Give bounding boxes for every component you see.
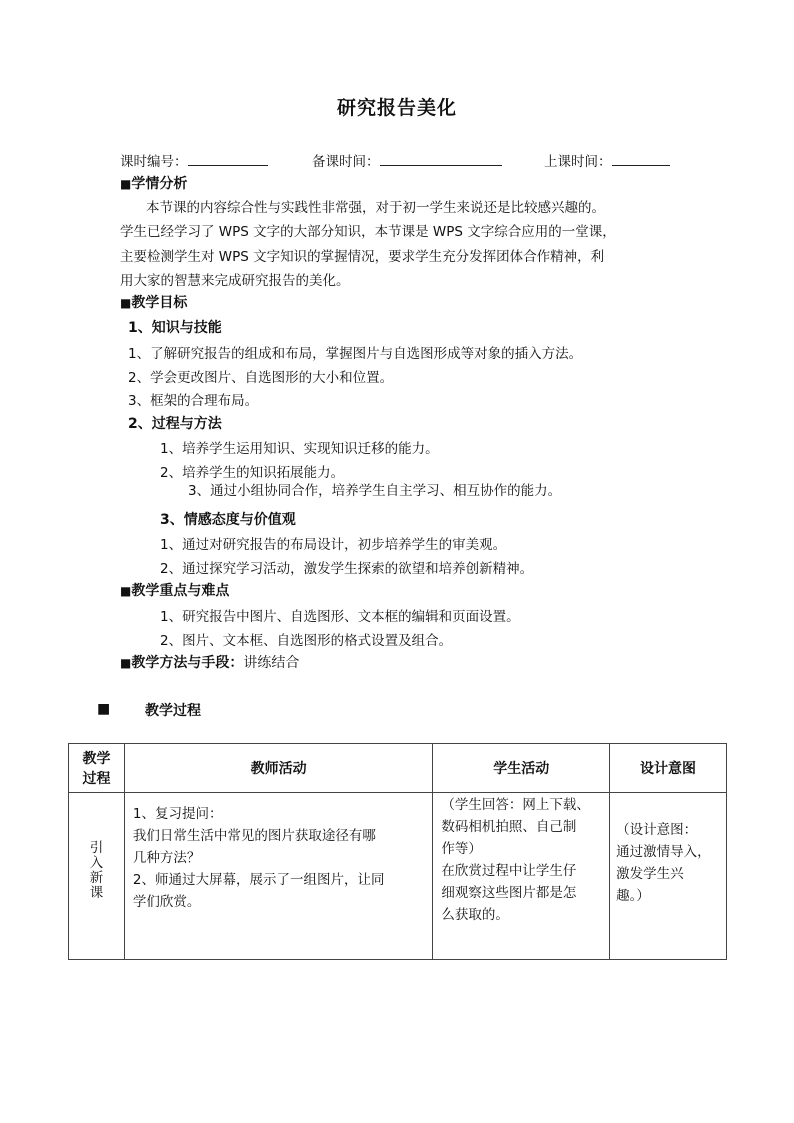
subheading-process: 2、过程与方法 (128, 416, 222, 432)
class-time-blank (612, 151, 670, 166)
section-key-points (120, 580, 229, 600)
cell-line: 数码相机拍照、自己制 (441, 819, 577, 835)
objective-item: 1、培养学生运用知识、实现知识迁移的能力。 (160, 441, 439, 457)
section-heading: 教学重点与难点 (131, 583, 230, 599)
stage-label: 引入新课 (89, 840, 104, 901)
lesson-number-field (120, 150, 268, 170)
stage-cell (69, 793, 125, 960)
prep-time-label: 备课时间： (312, 154, 380, 170)
cell-line: 在欣赏过程中让学生仔 (441, 863, 577, 879)
document-title: 研究报告美化 (336, 97, 457, 119)
section-process-heading: 教学过程 (145, 703, 201, 719)
cell-line: 作等） (441, 841, 482, 857)
methods-value: 讲练结合 (243, 655, 300, 671)
paragraph-line: 学生已经学习了 WPS 文字的大部分知识，本节课是 WPS 文字综合应用的一堂课， (120, 224, 616, 241)
cell-line: （设计意图： (616, 822, 698, 838)
key-point-item: 1、研究报告中图片、自选图形、文本框的编辑和页面设置。 (160, 609, 520, 625)
section-student-analysis (120, 173, 187, 193)
section-heading: 教学目标 (131, 295, 188, 311)
paragraph-line: 主要检测学生对 WPS 文字知识的掌握情况，要求学生充分发挥团体合作精神，利 (120, 248, 605, 265)
teacher-activity-cell (124, 793, 432, 960)
subheading-emotion: 3、情感态度与价值观 (160, 512, 296, 528)
cell-line: 1、复习提问： (132, 806, 223, 822)
prep-time-blank (380, 151, 502, 166)
cell-line: 趣。） (616, 888, 650, 904)
header-intent: 设计意图 (610, 744, 727, 793)
objective-item: 3、框架的合理布局。 (128, 393, 259, 409)
section-heading: 教学方法与手段： (131, 655, 244, 671)
objective-item: 2、学会更改图片、自选图形的大小和位置。 (128, 370, 394, 386)
student-analysis-paragraph (120, 196, 680, 294)
section-marker: ■ (120, 584, 132, 598)
section-marker: ■ (120, 177, 132, 191)
objective-item: 1、了解研究报告的组成和布局，掌握图片与自选图形成等对象的插入方法。 (128, 346, 583, 362)
paragraph-line: 用大家的智慧来完成研究报告的美化。 (120, 273, 350, 290)
section-marker: ■ (120, 296, 132, 310)
cell-line: 激发学生兴 (616, 866, 684, 882)
cell-line: 细观察这些图片都是怎 (441, 885, 577, 901)
objective-item: 3、通过小组协同合作，培养学生自主学习、相互协作的能力。 (188, 483, 562, 499)
section-heading: 学情分析 (131, 176, 188, 192)
header-stage: 教学 过程 (69, 744, 125, 793)
paragraph-line: 本节课的内容综合性与实践性非常强，对于初一学生来说还是比较感兴趣的。 (146, 200, 605, 216)
cell-line: 几种方法？ (132, 850, 201, 866)
design-intent-cell (610, 793, 727, 960)
table-row (69, 793, 727, 960)
objective-item: 1、通过对研究报告的布局设计，初步培养学生的审美观。 (160, 537, 507, 553)
section-marker: ■ (120, 656, 132, 670)
cell-line: （学生回答：网上下载、 (441, 797, 590, 813)
header-student: 学生活动 (433, 744, 610, 793)
prep-time-field (312, 150, 502, 170)
class-time-label: 上课时间： (544, 154, 612, 170)
lesson-number-label: 课时编号： (120, 154, 188, 170)
lesson-number-blank (188, 151, 268, 166)
student-activity-cell (433, 793, 610, 960)
table-header-row (69, 744, 727, 793)
cell-line: 学们欣赏。 (132, 894, 201, 910)
cell-line: 么获取的。 (441, 907, 509, 923)
cell-line: 2、师通过大屏幕，展示了一组图片，让同 (132, 872, 385, 888)
cell-line: 通过激情导入， (616, 844, 711, 860)
objective-item: 2、培养学生的知识拓展能力。 (160, 465, 345, 481)
teaching-process-table (68, 743, 727, 960)
cell-line: 我们日常生活中常见的图片获取途径有哪 (132, 828, 376, 844)
class-time-field (544, 150, 670, 170)
section-methods (120, 652, 299, 672)
subheading-knowledge: 1、知识与技能 (128, 320, 222, 336)
section-process-marker: ■ (97, 701, 111, 717)
header-teacher: 教师活动 (124, 744, 432, 793)
section-objectives (120, 292, 187, 312)
key-point-item: 2、图片、文本框、自选图形的格式设置及组合。 (160, 633, 453, 649)
objective-item: 2、通过探究学习活动，激发学生探索的欲望和培养创新精神。 (160, 561, 534, 577)
